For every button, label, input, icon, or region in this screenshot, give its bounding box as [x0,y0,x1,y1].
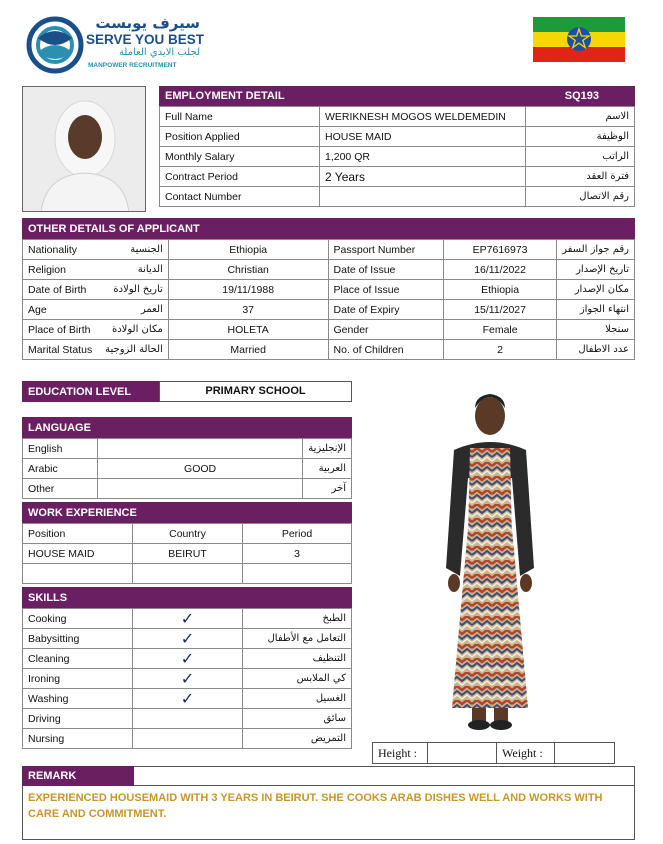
other-details-row [23,340,635,360]
detail-value: 19/11/1988 [168,280,328,300]
measurements-bar [372,742,615,764]
brand-arabic-name: سيرف يوبست [95,14,200,32]
detail-arabic-label: العمر [100,300,168,320]
detail-arabic-label: الجنسية [100,240,168,260]
skill-arabic-label: سائق [243,709,352,729]
skill-row [23,669,352,689]
detail-value-2: 15/11/2027 [444,300,557,320]
brand-arabic-tagline: لجلب الايدي العاملة [118,47,200,58]
detail-label: Nationality [23,240,101,260]
employment-ref: SQ193 [564,90,599,102]
skill-arabic-label: التمريض [243,729,352,749]
detail-arabic-label-2: مكان الإصدار [557,280,635,300]
employment-arabic-label: فترة العقد [526,167,635,187]
detail-arabic-label-2: سنجلا [557,320,635,340]
ethiopia-flag [533,17,625,62]
employment-value: 2 Years [320,167,526,187]
detail-label: Date of Birth [23,280,101,300]
language-arabic-label: آخر [303,479,352,499]
employment-row [160,187,635,207]
detail-arabic-label: تاريخ الولادة [100,280,168,300]
height-value [428,743,497,763]
employment-header [159,86,635,106]
work-column-header: Position [23,524,133,544]
detail-arabic-label-2: عدد الاطفال [557,340,635,360]
skill-check-icon: ✓ [133,649,243,669]
detail-label: Religion [23,260,101,280]
detail-value: Christian [168,260,328,280]
detail-arabic-label: الحالة الزوجية [100,340,168,360]
skill-check-icon: ✓ [133,689,243,709]
remark-header: REMARK [22,766,134,786]
applicant-portrait-photo [22,86,146,212]
skill-check-icon [133,709,243,729]
work-position: HOUSE MAID [23,544,133,564]
language-label: Other [23,479,98,499]
other-details-row [23,260,635,280]
detail-label-2: Place of Issue [328,280,444,300]
skills-header: SKILLS [22,587,352,608]
work-experience-section [22,502,352,584]
employment-value: WERIKNESH MOGOS WELDEMEDIN [320,107,526,127]
detail-value-2: 2 [444,340,557,360]
skill-row [23,609,352,629]
skill-row [23,709,352,729]
brand-logo [26,14,206,74]
work-country [133,564,243,584]
skill-check-icon: ✓ [133,669,243,689]
applicant-full-photo [372,378,615,738]
detail-arabic-label-2: رقم جواز السفر [557,240,635,260]
employment-arabic-label: رقم الاتصال [526,187,635,207]
work-column-header: Period [243,524,352,544]
language-section [22,417,352,499]
skill-row [23,629,352,649]
skill-label: Ironing [23,669,133,689]
skill-row [23,649,352,669]
remark-text: EXPERIENCED HOUSEMAID WITH 3 YEARS IN BEIRUT. SHE COOKS ARAB DISHES WELL AND WORKS WITH CARE AND COMMITMENT. [22,786,635,840]
detail-label-2: Date of Issue [328,260,444,280]
skill-label: Washing [23,689,133,709]
detail-value: 37 [168,300,328,320]
detail-label-2: Date of Expiry [328,300,444,320]
employment-label: Position Applied [160,127,320,147]
language-level: GOOD [97,459,302,479]
skills-table [22,608,352,749]
skill-check-icon [133,729,243,749]
work-period: 3 [243,544,352,564]
employment-label: Full Name [160,107,320,127]
employment-row [160,147,635,167]
work-position [23,564,133,584]
work-country: BEIRUT [133,544,243,564]
detail-label-2: Passport Number [328,240,444,260]
full-body-figure-icon [372,378,615,738]
flag-star-icon [566,26,592,52]
detail-arabic-label: الديانة [100,260,168,280]
skill-label: Driving [23,709,133,729]
skill-arabic-label: الغسيل [243,689,352,709]
detail-label: Marital Status [23,340,101,360]
other-details-table [22,239,635,360]
detail-arabic-label-2: انتهاء الجواز [557,300,635,320]
education-value: PRIMARY SCHOOL [159,381,352,402]
detail-label-2: Gender [328,320,444,340]
remark-section [22,766,635,840]
detail-value-2: Female [444,320,557,340]
detail-label: Age [23,300,101,320]
work-row [23,564,352,584]
other-details-section [22,218,635,360]
skill-label: Nursing [23,729,133,749]
skill-label: Babysitting [23,629,133,649]
detail-value-2: EP7616973 [444,240,557,260]
work-table [22,523,352,584]
employment-detail-section [159,86,635,207]
weight-label: Weight : [497,743,555,763]
detail-value-2: 16/11/2022 [444,260,557,280]
employment-table [159,106,635,207]
employment-label: Contact Number [160,187,320,207]
skill-check-icon: ✓ [133,609,243,629]
work-period [243,564,352,584]
brand-name: SERVE YOU BEST [86,32,205,47]
employment-label: Contract Period [160,167,320,187]
employment-label: Monthly Salary [160,147,320,167]
skill-row [23,689,352,709]
employment-value: 1,200 QR [320,147,526,167]
language-arabic-label: الإنجليزية [303,439,352,459]
employment-value: HOUSE MAID [320,127,526,147]
education-label: EDUCATION LEVEL [22,381,159,402]
employment-arabic-label: الراتب [526,147,635,167]
detail-label-2: No. of Children [328,340,444,360]
employment-row [160,127,635,147]
employment-arabic-label: الاسم [526,107,635,127]
detail-value: Ethiopia [168,240,328,260]
portrait-figure-icon [23,87,146,212]
language-row [23,459,352,479]
skill-check-icon: ✓ [133,629,243,649]
language-label: Arabic [23,459,98,479]
language-row [23,479,352,499]
skill-row [23,729,352,749]
skill-label: Cooking [23,609,133,629]
detail-value: Married [168,340,328,360]
language-table [22,438,352,499]
employment-title: EMPLOYMENT DETAIL [165,90,285,102]
skill-arabic-label: التنظيف [243,649,352,669]
weight-value [555,743,614,763]
other-details-row [23,300,635,320]
employment-row [160,167,635,187]
work-header-row [23,524,352,544]
language-arabic-label: العربية [303,459,352,479]
education-section [22,381,352,402]
work-header: WORK EXPERIENCE [22,502,352,523]
detail-arabic-label-2: تاريخ الإصدار [557,260,635,280]
skill-arabic-label: كي الملابس [243,669,352,689]
language-header: LANGUAGE [22,417,352,438]
skill-arabic-label: الطبخ [243,609,352,629]
work-row [23,544,352,564]
detail-value: HOLETA [168,320,328,340]
language-level [97,479,302,499]
other-details-header: OTHER DETAILS OF APPLICANT [22,218,635,239]
skill-arabic-label: التعامل مع الأطفال [243,629,352,649]
other-details-row [23,240,635,260]
language-row [23,439,352,459]
detail-label: Place of Birth [23,320,101,340]
language-level [97,439,302,459]
employment-arabic-label: الوظيفة [526,127,635,147]
work-column-header: Country [133,524,243,544]
employment-row [160,107,635,127]
skills-section [22,587,352,749]
logo-mark-icon [26,16,84,74]
detail-value-2: Ethiopia [444,280,557,300]
employment-value [320,187,526,207]
language-label: English [23,439,98,459]
other-details-row [23,280,635,300]
brand-tagline: MANPOWER RECRUITMENT [88,62,177,69]
height-label: Height : [373,743,428,763]
other-details-row [23,320,635,340]
skill-label: Cleaning [23,649,133,669]
detail-arabic-label: مكان الولادة [100,320,168,340]
